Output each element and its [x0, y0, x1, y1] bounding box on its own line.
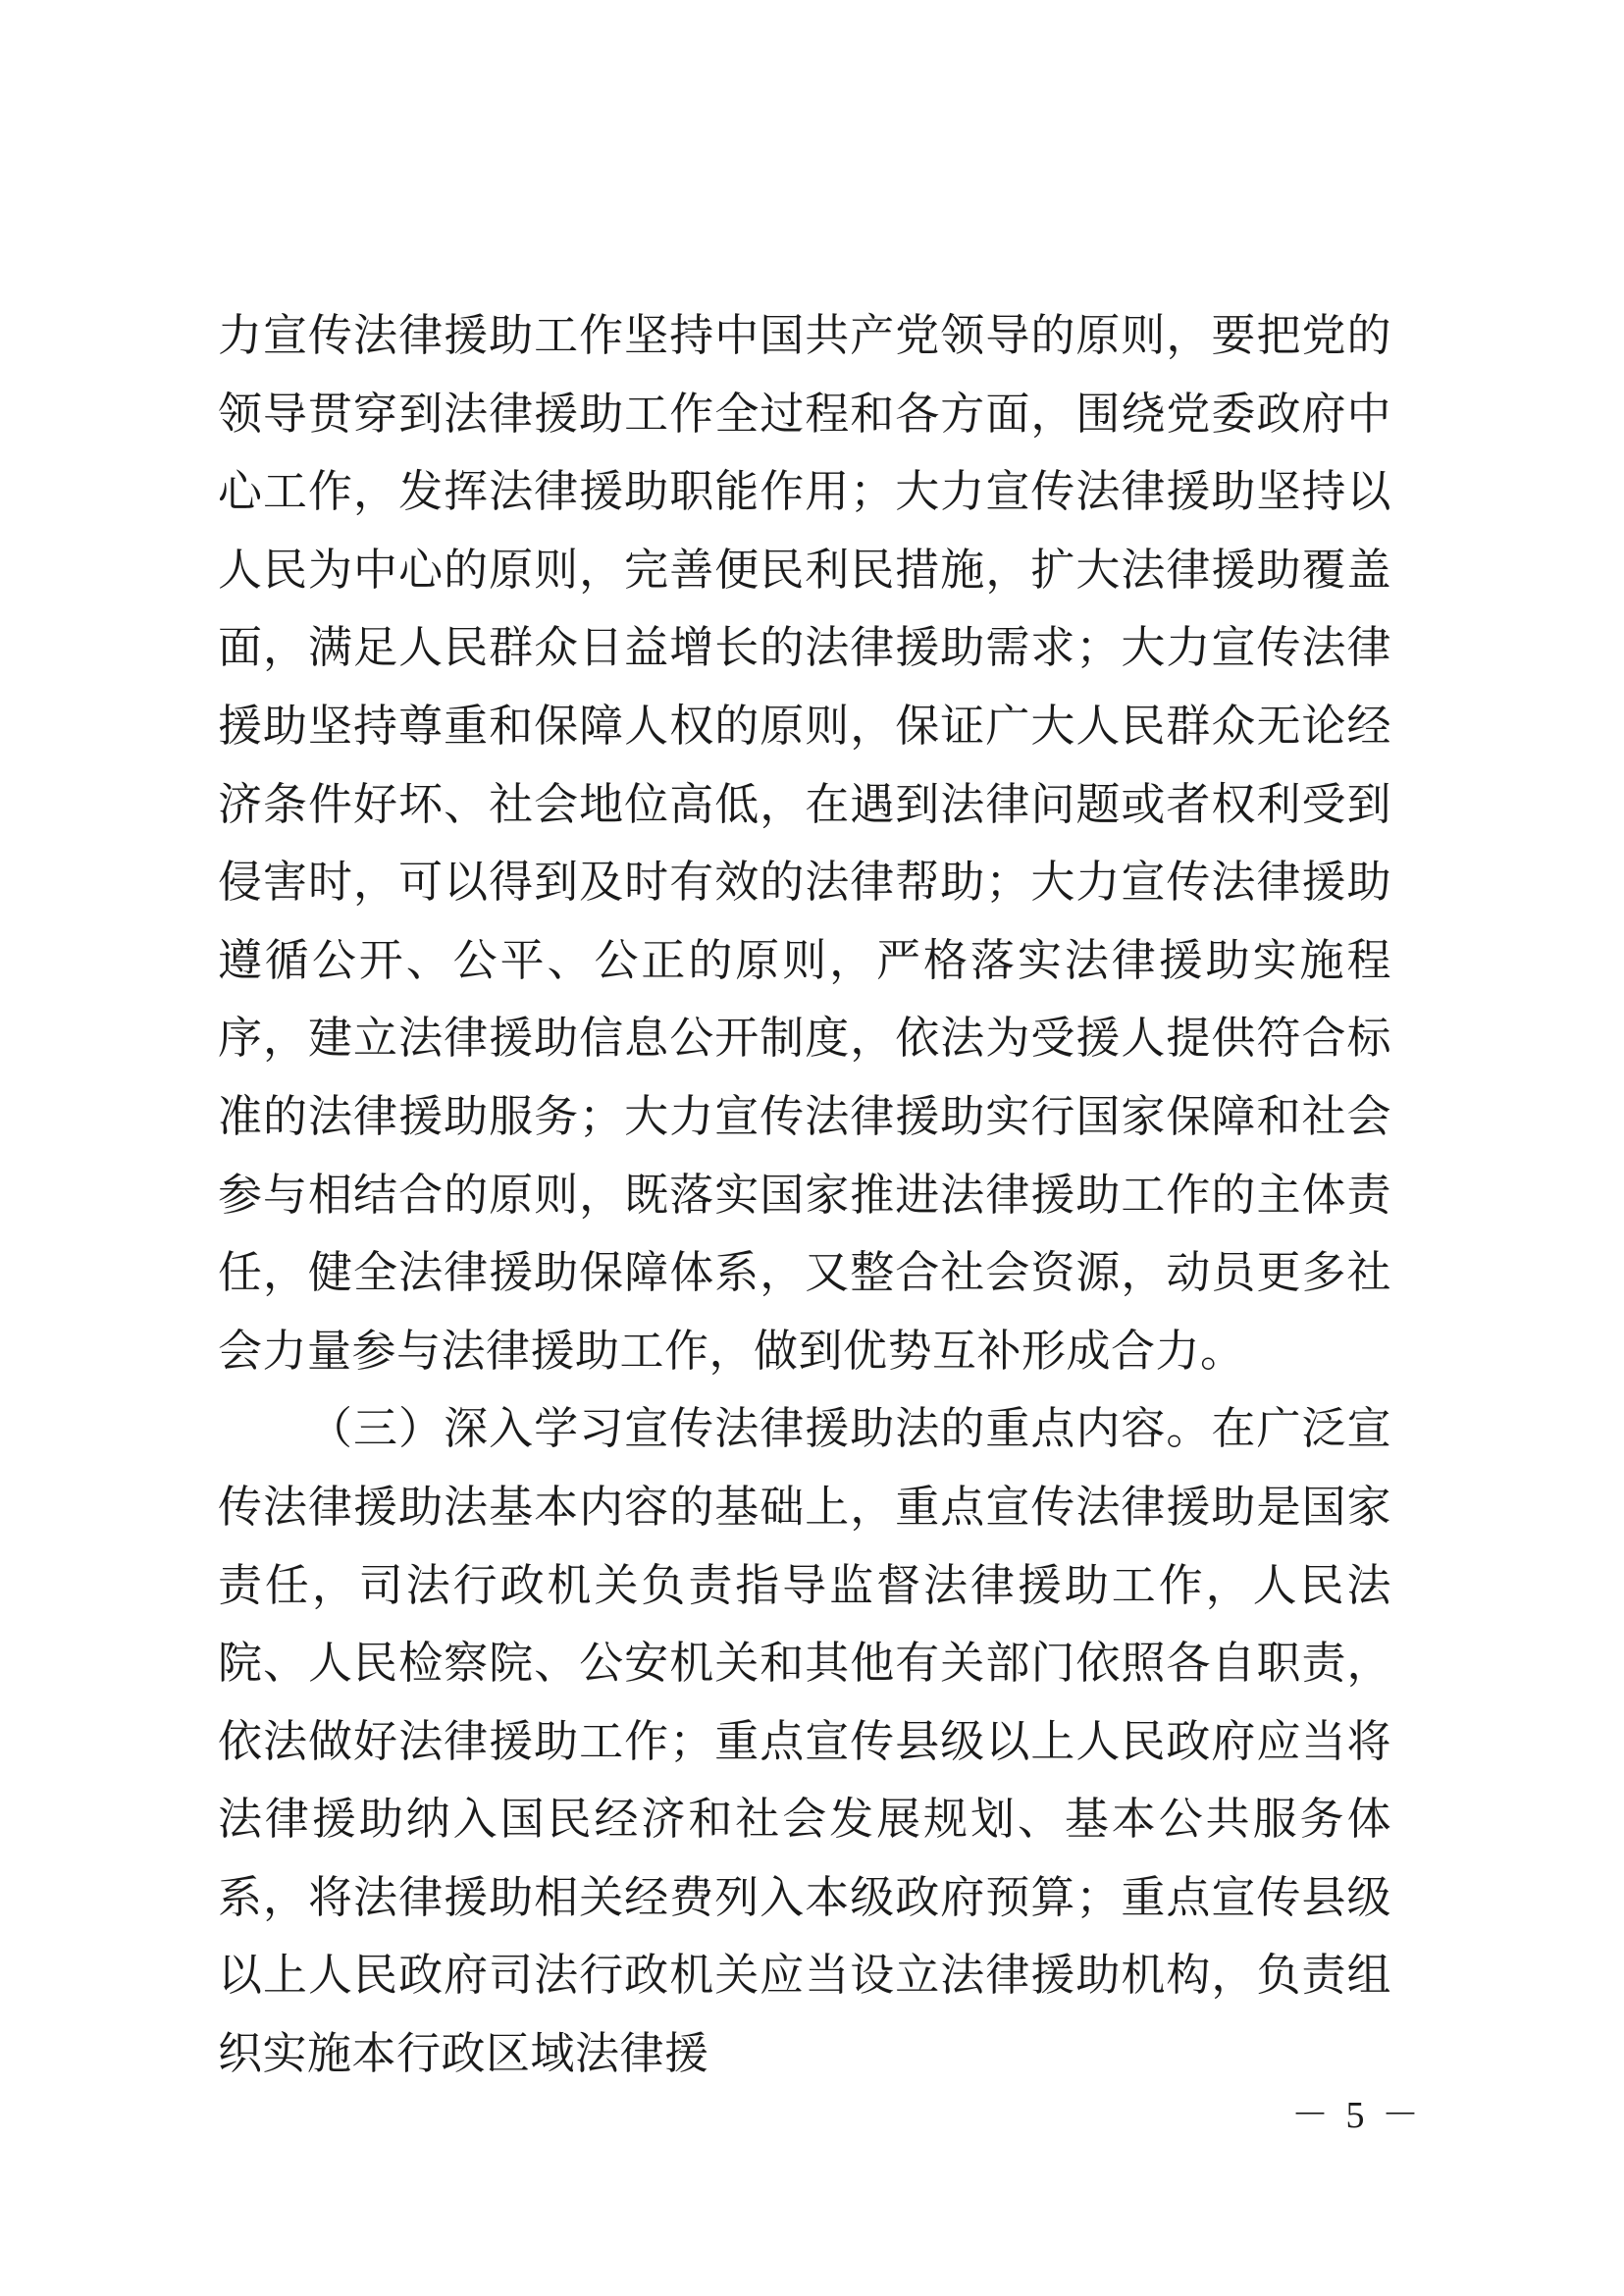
- page-number: － 5 －: [1291, 2095, 1424, 2136]
- paragraph-continuation: 力宣传法律援助工作坚持中国共产党领导的原则，要把党的领导贯穿到法律援助工作全过程和各方面，围绕党委政府中心工作，发挥法律援助职能作用；大力宣传法律援助坚持以人民为中心的原则，完善便民利民措施，扩大法律援助覆盖面，满足人民群众日益增长的法律援助需求；大力宣传法律援助坚持尊重和保障人权的原则，保证广大人民群众无论经济条件好坏、社会地位高低，在遇到法律问题或者权利受到侵害时，可以得到及时有效的法律帮助；大力宣传法律援助遵循公开、公平、公正的原则，严格落实法律援助实施程序，建立法律援助信息公开制度，依法为受援人提供符合标准的法律援助服务；大力宣传法律援助实行国家保障和社会参与相结合的原则，既落实国家推进法律援助工作的主体责任，健全法律援助保障体系，又整合社会资源，动员更多社会力量参与法律援助工作，做到优势互补形成合力。: [218, 309, 1391, 1377]
- document-body: [218, 296, 1391, 2093]
- paragraph-section-three: （三）深入学习宣传法律援助法的重点内容。在广泛宣传法律援助法基本内容的基础上，重点宣传法律援助是国家责任，司法行政机关负责指导监督法律援助工作，人民法院、人民检察院、公安机关和其他有关部门依照各自职责，依法做好法律援助工作；重点宣传县级以上人民政府应当将法律援助纳入国民经济和社会发展规划、基本公共服务体系，将法律援助相关经费列入本级政府预算；重点宣传县级以上人民政府司法行政机关应当设立法律援助机构，负责组织实施本行政区域法律援: [218, 1402, 1391, 2080]
